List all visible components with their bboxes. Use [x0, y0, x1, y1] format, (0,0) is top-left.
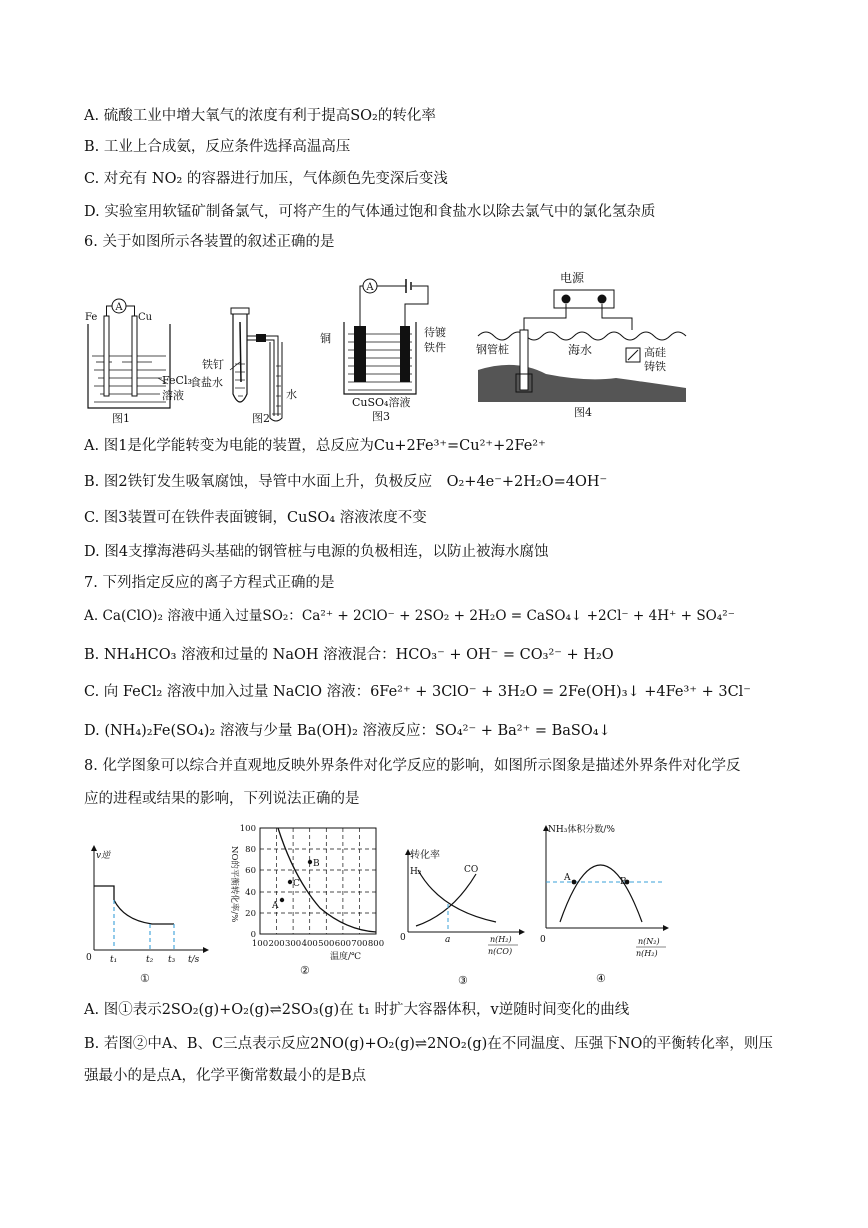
svg-text:B: B	[620, 877, 627, 887]
svg-text:A: A	[115, 302, 123, 313]
fig4-pile-label: 钢管桩	[476, 343, 509, 356]
graph2-no-conversion	[220, 818, 390, 990]
graph2-number: ②	[300, 964, 310, 977]
q8-stem-line1: 8. 化学图象可以综合并直观地反映外界条件对化学反应的影响，如图所示图象是描述外界条件对化学反	[84, 758, 741, 774]
graph3-xlabel: n(H₂)	[490, 935, 512, 944]
svg-text:溶液: 溶液	[162, 389, 184, 402]
graph2-ylabel: NO的平衡转化率/%	[229, 846, 239, 923]
svg-text:铁件: 铁件	[424, 341, 446, 354]
svg-text:600: 600	[334, 939, 352, 949]
q8-stem-line2: 应的进程或结果的影响，下列说法正确的是	[84, 791, 360, 807]
graph1-t3: t₃	[168, 955, 176, 965]
svg-text:n(CO): n(CO)	[488, 947, 513, 956]
q8-option-b-line2: 强最小的是点A，化学平衡常数最小的是B点	[84, 1068, 367, 1084]
fe-electrode	[104, 316, 109, 396]
steel-pile	[520, 330, 528, 390]
fig2-nail-label: 铁钉	[202, 358, 224, 371]
svg-text:100: 100	[239, 824, 256, 834]
svg-text:A: A	[564, 873, 571, 883]
svg-text:C: C	[293, 879, 300, 889]
q5-option-a: A. 硫酸工业中增大氧气的浓度有利于提高SO₂的转化率	[84, 108, 436, 124]
svg-text:500: 500	[318, 939, 335, 949]
graph3-ylabel: 转化率	[410, 850, 440, 861]
graph1-t2: t₂	[146, 955, 154, 965]
svg-text:60: 60	[245, 866, 256, 876]
graph4-point-a	[572, 880, 577, 885]
fig3-plate-label: 待镀	[424, 326, 446, 339]
q6-stem: 6. 关于如图所示各装置的叙述正确的是	[84, 234, 335, 250]
svg-text:20: 20	[245, 909, 256, 919]
graph2-point-a	[280, 898, 284, 902]
svg-text:0: 0	[250, 930, 256, 940]
svg-text:0: 0	[400, 933, 406, 943]
cu-electrode	[132, 316, 137, 396]
fig4-silicon-label: 高硅	[644, 346, 666, 359]
graph1-t1: t₁	[110, 955, 118, 965]
svg-text:40: 40	[245, 888, 256, 898]
fig3-caption: 图3	[372, 410, 390, 423]
fig2-oxygen-corrosion	[190, 306, 320, 426]
graph3-co-label: CO	[464, 865, 479, 875]
graph1-rate-time	[84, 836, 214, 986]
svg-text:n(H₂): n(H₂)	[636, 949, 658, 958]
graph3-a: a	[445, 935, 451, 945]
q7-option-c: C. 向 FeCl₂ 溶液中加入过量 NaClO 溶液：6Fe²⁺ + 3ClO⁻ + 3H₂O = 2Fe(OH)₃↓ +4Fe³⁺ + 3Cl⁻	[84, 684, 751, 700]
nail	[240, 322, 241, 382]
graph4-ylabel: NH₃体积分数/%	[548, 825, 615, 835]
fig2-caption: 图2	[252, 412, 270, 425]
fig3-solution-label: CuSO₄溶液	[352, 396, 411, 409]
fig2-brine-label: 食盐水	[190, 376, 223, 389]
iron-workpiece	[400, 326, 410, 382]
q7-option-b: B. NH₄HCO₃ 溶液和过量的 NaOH 溶液混合：HCO₃⁻ + OH⁻ = CO₃²⁻ + H₂O	[84, 647, 614, 663]
svg-text:铸铁: 铸铁	[644, 360, 666, 373]
svg-text:400: 400	[301, 939, 318, 949]
q6-option-c: C. 图3装置可在铁件表面镀铜，CuSO₄ 溶液浓度不变	[84, 510, 427, 526]
q8-option-b-line1: B. 若图②中A、B、C三点表示反应2NO(g)+O₂(g)⇌2NO₂(g)在不同温度、压强下NO的平衡转化率，则压	[84, 1036, 773, 1052]
fig1-sol-label: FeCl₃	[162, 374, 192, 387]
graph2-point-b	[308, 860, 312, 864]
fig3-electroplating	[316, 276, 456, 426]
fig1-cu-label: Cu	[138, 312, 153, 323]
graph1-ylabel: v逆	[96, 851, 111, 861]
graph4-curve	[560, 865, 642, 922]
q6-option-b: B. 图2铁钉发生吸氧腐蚀，导管中水面上升，负极反应 O₂+4e⁻+2H₂O=4OH⁻	[84, 474, 608, 490]
svg-text:A: A	[366, 282, 374, 293]
graph1-xlabel: t/s	[188, 955, 200, 965]
fig4-power-label: 电源	[560, 271, 585, 285]
q5-option-b: B. 工业上合成氨，反应条件选择高温高压	[84, 139, 351, 155]
fig4-cathodic-protection	[476, 270, 696, 420]
q6-option-a: A. 图1是化学能转变为电能的装置，总反应为Cu+2Fe³⁺=Cu²⁺+2Fe²⁺	[84, 438, 546, 454]
q8-option-a: A. 图①表示2SO₂(g)+O₂(g)⇌2SO₃(g)在 t₁ 时扩大容器体积，v逆随时间变化的曲线	[84, 1002, 630, 1018]
graph4-nh3-fraction	[534, 818, 674, 990]
svg-text:0: 0	[86, 953, 92, 963]
q5-option-d: D. 实验室用软锰矿制备氯气，可将产生的气体通过饱和食盐水以除去氯气中的氯化氢杂质	[84, 204, 656, 220]
graph1-number: ①	[140, 972, 150, 985]
fig2-water-label: 水	[286, 388, 297, 401]
fig1-caption: 图1	[112, 412, 130, 425]
graph3-h2-label: H₂	[410, 867, 422, 877]
fig3-copper-label: 铜	[320, 332, 331, 345]
q7-option-a: A. Ca(ClO)₂ 溶液中通入过量SO₂：Ca²⁺ + 2ClO⁻ + 2SO₂ + 2H₂O = CaSO₄↓ +2Cl⁻ + 4H⁺ + SO₄²⁻	[84, 608, 735, 624]
fig4-sea-label: 海水	[568, 343, 593, 357]
svg-text:100: 100	[251, 939, 269, 949]
svg-text:B: B	[313, 859, 320, 869]
copper-electrode	[354, 326, 366, 382]
graph1-curve	[94, 886, 174, 924]
q7-option-d: D. (NH₄)₂Fe(SO₄)₂ 溶液与少量 Ba(OH)₂ 溶液反应：SO₄²⁻ + Ba²⁺ = BaSO₄↓	[84, 723, 611, 739]
q7-stem: 7. 下列指定反应的离子方程式正确的是	[84, 575, 335, 591]
svg-text:300: 300	[284, 939, 302, 949]
graph3-conversion-ratio	[396, 842, 532, 990]
graph2-point-c	[288, 880, 292, 884]
graph2-xlabel: 温度/℃	[330, 952, 362, 962]
svg-text:80: 80	[245, 845, 256, 855]
fig4-caption: 图4	[574, 406, 592, 419]
q5-option-c: C. 对充有 NO₂ 的容器进行加压，气体颜色先变深后变浅	[84, 171, 448, 187]
graph3-h2-curve	[418, 870, 496, 922]
graph4-number: ④	[596, 972, 606, 985]
svg-text:A: A	[272, 901, 279, 911]
svg-text:200: 200	[268, 939, 285, 949]
graph3-number: ③	[458, 974, 468, 987]
q6-option-d: D. 图4支撑海港码头基础的钢管桩与电源的负极相连，以防止被海水腐蚀	[84, 544, 549, 560]
svg-text:0: 0	[540, 935, 546, 945]
fig1-galvanic-cell	[82, 296, 192, 426]
svg-text:800: 800	[367, 939, 385, 949]
graph4-xlabel: n(N₂)	[638, 937, 660, 946]
svg-text:700: 700	[351, 939, 368, 949]
fig1-fe-label: Fe	[85, 312, 98, 323]
